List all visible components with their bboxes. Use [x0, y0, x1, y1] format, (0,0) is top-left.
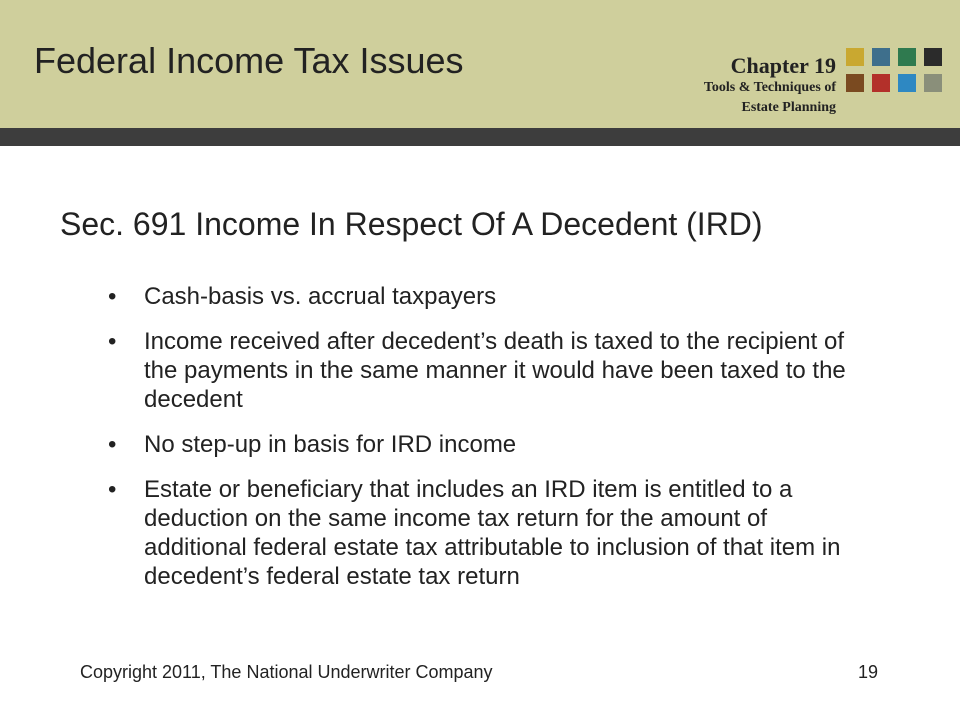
- chapter-subtitle-line-1: Tools & Techniques of: [703, 80, 836, 95]
- bullet-text: No step-up in basis for IRD income: [144, 431, 517, 458]
- swatch-mustard: [846, 48, 864, 66]
- swatch-green: [898, 48, 916, 66]
- chapter-block: [704, 54, 836, 118]
- header-band: [0, 0, 960, 128]
- bullet-item: [108, 327, 868, 414]
- bullet-marker: •: [108, 476, 117, 503]
- footer-copyright: Copyright 2011, The National Underwriter Company: [80, 662, 493, 682]
- page-number: 19: [857, 662, 878, 682]
- bullet-text: Income received after decedent’s death is taxed to the recipient of the payments in the same manner it would have been taxed to the decedent: [144, 328, 846, 413]
- swatch-brown: [846, 74, 864, 92]
- bullet-text: Cash-basis vs. accrual taxpayers: [144, 283, 497, 310]
- swatch-blue: [898, 74, 916, 92]
- bullet-item: [108, 475, 868, 591]
- header-divider: [0, 128, 960, 146]
- swatch-slate-blue: [872, 48, 890, 66]
- bullet-text: Estate or beneficiary that includes an IRD item is entitled to a deduction on the same income tax return for the amount of additional federal estate tax attributable to inclusion of that item in decedent’s federal estate tax return: [144, 476, 841, 590]
- swatch-charcoal: [924, 48, 942, 66]
- swatch-grey-green: [924, 74, 942, 92]
- color-swatch-grid: [846, 48, 942, 96]
- bullet-marker: •: [108, 283, 117, 310]
- chapter-subtitle-line-2: Estate Planning: [741, 100, 836, 115]
- bullet-item: [108, 282, 868, 311]
- slide-title: Sec. 691 Income In Respect Of A Decedent (IRD): [60, 206, 763, 242]
- bullet-marker: •: [108, 431, 117, 458]
- bullet-list: [108, 282, 868, 607]
- swatch-red: [872, 74, 890, 92]
- bullet-item: [108, 430, 868, 459]
- chapter-label: Chapter 19: [730, 53, 836, 78]
- bullet-marker: •: [108, 328, 117, 355]
- header-title: Federal Income Tax Issues: [34, 40, 464, 81]
